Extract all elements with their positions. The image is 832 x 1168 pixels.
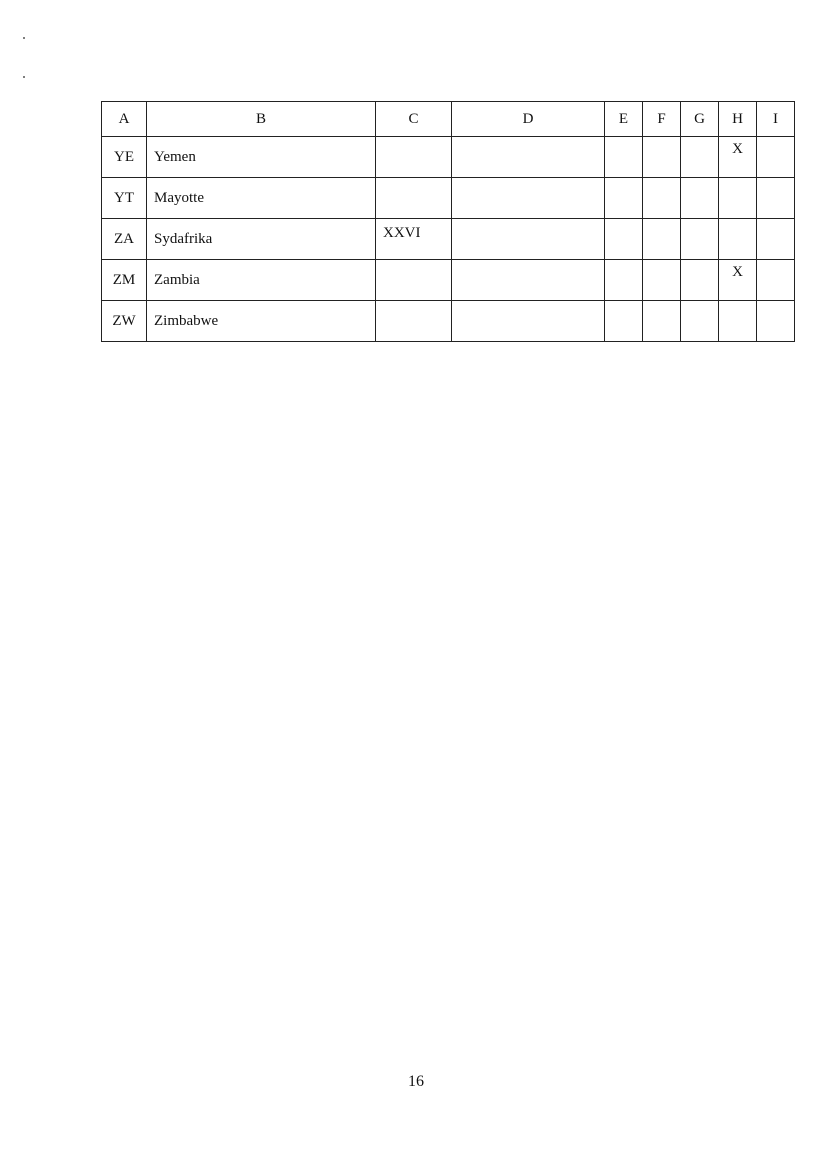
- country-table: [101, 101, 795, 342]
- column-header-a: A: [102, 102, 147, 137]
- country-code-cell: ZM: [102, 260, 147, 301]
- column-h-cell: [719, 301, 757, 342]
- scan-speck: [23, 76, 25, 78]
- country-code-cell: ZA: [102, 219, 147, 260]
- table-row: [102, 219, 795, 260]
- column-e-cell: [605, 301, 643, 342]
- table-header-row: [102, 102, 795, 137]
- table-row: [102, 260, 795, 301]
- column-e-cell: [605, 137, 643, 178]
- column-i-cell: [757, 219, 795, 260]
- column-header-f: F: [643, 102, 681, 137]
- column-header-g: G: [681, 102, 719, 137]
- page-number: 16: [408, 1073, 424, 1090]
- column-g-cell: [681, 137, 719, 178]
- column-header-d: D: [452, 102, 605, 137]
- column-f-cell: [643, 178, 681, 219]
- column-c-cell: [376, 301, 452, 342]
- column-d-cell: [452, 260, 605, 301]
- country-code-cell: YT: [102, 178, 147, 219]
- country-name-cell: Zambia: [147, 260, 376, 301]
- column-header-i: I: [757, 102, 795, 137]
- column-h-cell: [719, 178, 757, 219]
- column-i-cell: [757, 178, 795, 219]
- column-f-cell: [643, 219, 681, 260]
- column-e-cell: [605, 260, 643, 301]
- column-header-c: C: [376, 102, 452, 137]
- column-header-e: E: [605, 102, 643, 137]
- country-code-cell: ZW: [102, 301, 147, 342]
- column-i-cell: [757, 137, 795, 178]
- column-f-cell: [643, 301, 681, 342]
- column-d-cell: [452, 219, 605, 260]
- scan-speck: [23, 37, 25, 39]
- column-e-cell: [605, 178, 643, 219]
- country-name-cell: Yemen: [147, 137, 376, 178]
- column-d-cell: [452, 137, 605, 178]
- table-row: [102, 137, 795, 178]
- column-c-cell: [376, 137, 452, 178]
- column-i-cell: [757, 301, 795, 342]
- column-h-cell: X: [719, 137, 757, 178]
- column-g-cell: [681, 301, 719, 342]
- column-g-cell: [681, 178, 719, 219]
- table-row: [102, 301, 795, 342]
- column-header-h: H: [719, 102, 757, 137]
- column-i-cell: [757, 260, 795, 301]
- column-g-cell: [681, 260, 719, 301]
- column-c-cell: [376, 178, 452, 219]
- country-name-cell: Sydafrika: [147, 219, 376, 260]
- column-c-cell: [376, 260, 452, 301]
- column-f-cell: [643, 260, 681, 301]
- column-e-cell: [605, 219, 643, 260]
- column-c-cell: XXVI: [376, 219, 452, 260]
- column-g-cell: [681, 219, 719, 260]
- column-header-b: B: [147, 102, 376, 137]
- column-d-cell: [452, 301, 605, 342]
- column-h-cell: X: [719, 260, 757, 301]
- column-f-cell: [643, 137, 681, 178]
- country-code-cell: YE: [102, 137, 147, 178]
- country-name-cell: Mayotte: [147, 178, 376, 219]
- table-row: [102, 178, 795, 219]
- country-name-cell: Zimbabwe: [147, 301, 376, 342]
- column-d-cell: [452, 178, 605, 219]
- column-h-cell: [719, 219, 757, 260]
